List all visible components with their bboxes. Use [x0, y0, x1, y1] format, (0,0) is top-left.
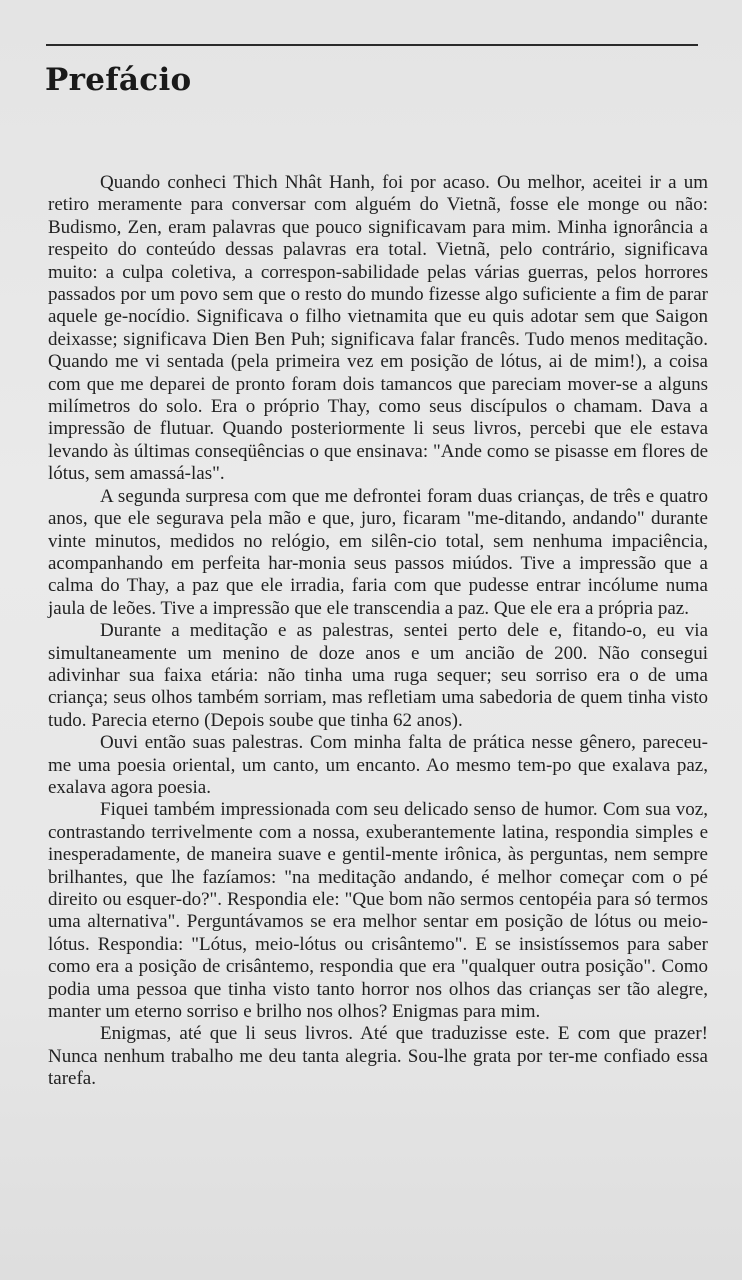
paragraph-1: Quando conheci Thich Nhât Hanh, foi por acaso. Ou melhor, aceitei ir a um retiro meramente para conversar com alguém do Vietnã, fosse ele monge ou não: Budismo, Zen, eram palavras que pouco significavam para mim. Minha ignorância a respeito do conteúdo dessas palavras era total. Vietnã, pelo contrário, significava muito: a culpa coletiva, a correspon-sabilidade pelas várias guerras, pelos horrores passados por um povo sem que o resto do mundo fizesse algo suficiente a fim de parar aquele ge-nocídio. Significava o filho vietnamita que eu quis adotar sem que Saigon deixasse; significava Dien Ben Puh; significava falar francês. Tudo menos meditação. Quando me vi sentada (pela primeira vez em posição de lótus, ai de mim!), a coisa com que me deparei de pronto foram dois tamancos que pareciam mover-se a alguns milímetros do solo. Era o próprio Thay, como seus discípulos o chamam. Dava a impressão de flutuar. Quando posteriormente li seus livros, percebi que ele estava levando às últimas conseqüências o que ensinava: "Ande como se pisasse em flores de lótus, sem amassá-las".	[48, 172, 708, 485]
header-rule	[46, 44, 698, 46]
paragraph-4: Ouvi então suas palestras. Com minha falta de prática nesse gênero, pareceu-me uma poesia oriental, um canto, um encanto. Ao mesmo tem-po que exalava paz, exalava agora poesia.	[48, 732, 708, 798]
chapter-title: Prefácio	[45, 62, 192, 98]
preface-body	[48, 172, 708, 1091]
paragraph-3: Durante a meditação e as palestras, sentei perto dele e, fitando-o, eu via simultaneamente um menino de doze anos e um ancião de 200. Não consegui adivinhar sua faixa etária: não tinha uma ruga sequer; seu sorriso era o de uma criança; seus olhos também sorriam, mas refletiam uma sabedoria de quem tinha visto tudo. Parecia eterno (Depois soube que tinha 62 anos).	[48, 620, 708, 731]
paragraph-6: Enigmas, até que li seus livros. Até que traduzisse este. E com que prazer! Nunca nenhum trabalho me deu tanta alegria. Sou-lhe grata por ter-me confiado essa tarefa.	[48, 1023, 708, 1090]
paragraph-2: A segunda surpresa com que me defrontei foram duas crianças, de três e quatro anos, que ele segurava pela mão e que, juro, ficaram "me-ditando, andando" durante vinte minutos, medidos no relógio, em silên-cio total, sem nenhuma impaciência, acompanhando em perfeita har-monia seus passos miúdos. Tive a impressão que a calma do Thay, a paz que ele irradia, faria com que pudesse entrar incólume numa jaula de leões. Tive a impressão que ele transcendia a paz. Que ele era a própria paz.	[48, 485, 708, 619]
paragraph-5: Fiquei também impressionada com seu delicado senso de humor. Com sua voz, contrastando terrivelmente com a nossa, exuberantemente latina, respondia simples e inesperadamente, de maneira suave e gentil-mente irônica, às perguntas, nem sempre brilhantes, que lhe fazíamos: "na meditação andando, é melhor começar com o pé direito ou esquer-do?". Respondia ele: "Que bom não sermos centopéia para só termos uma alternativa". Perguntávamos se era melhor sentar em posição de lótus ou meio-lótus. Respondia: "Lótus, meio-lótus ou crisântemo". E se insistíssemos para saber como era a posição de crisântemo, respondia que era "qualquer outra posição". Como podia uma pessoa que tinha visto tanto horror nos olhos das crianças ser tão alegre, manter um eterno sorriso e brilho nos olhos? Enigmas para mim.	[48, 799, 708, 1023]
